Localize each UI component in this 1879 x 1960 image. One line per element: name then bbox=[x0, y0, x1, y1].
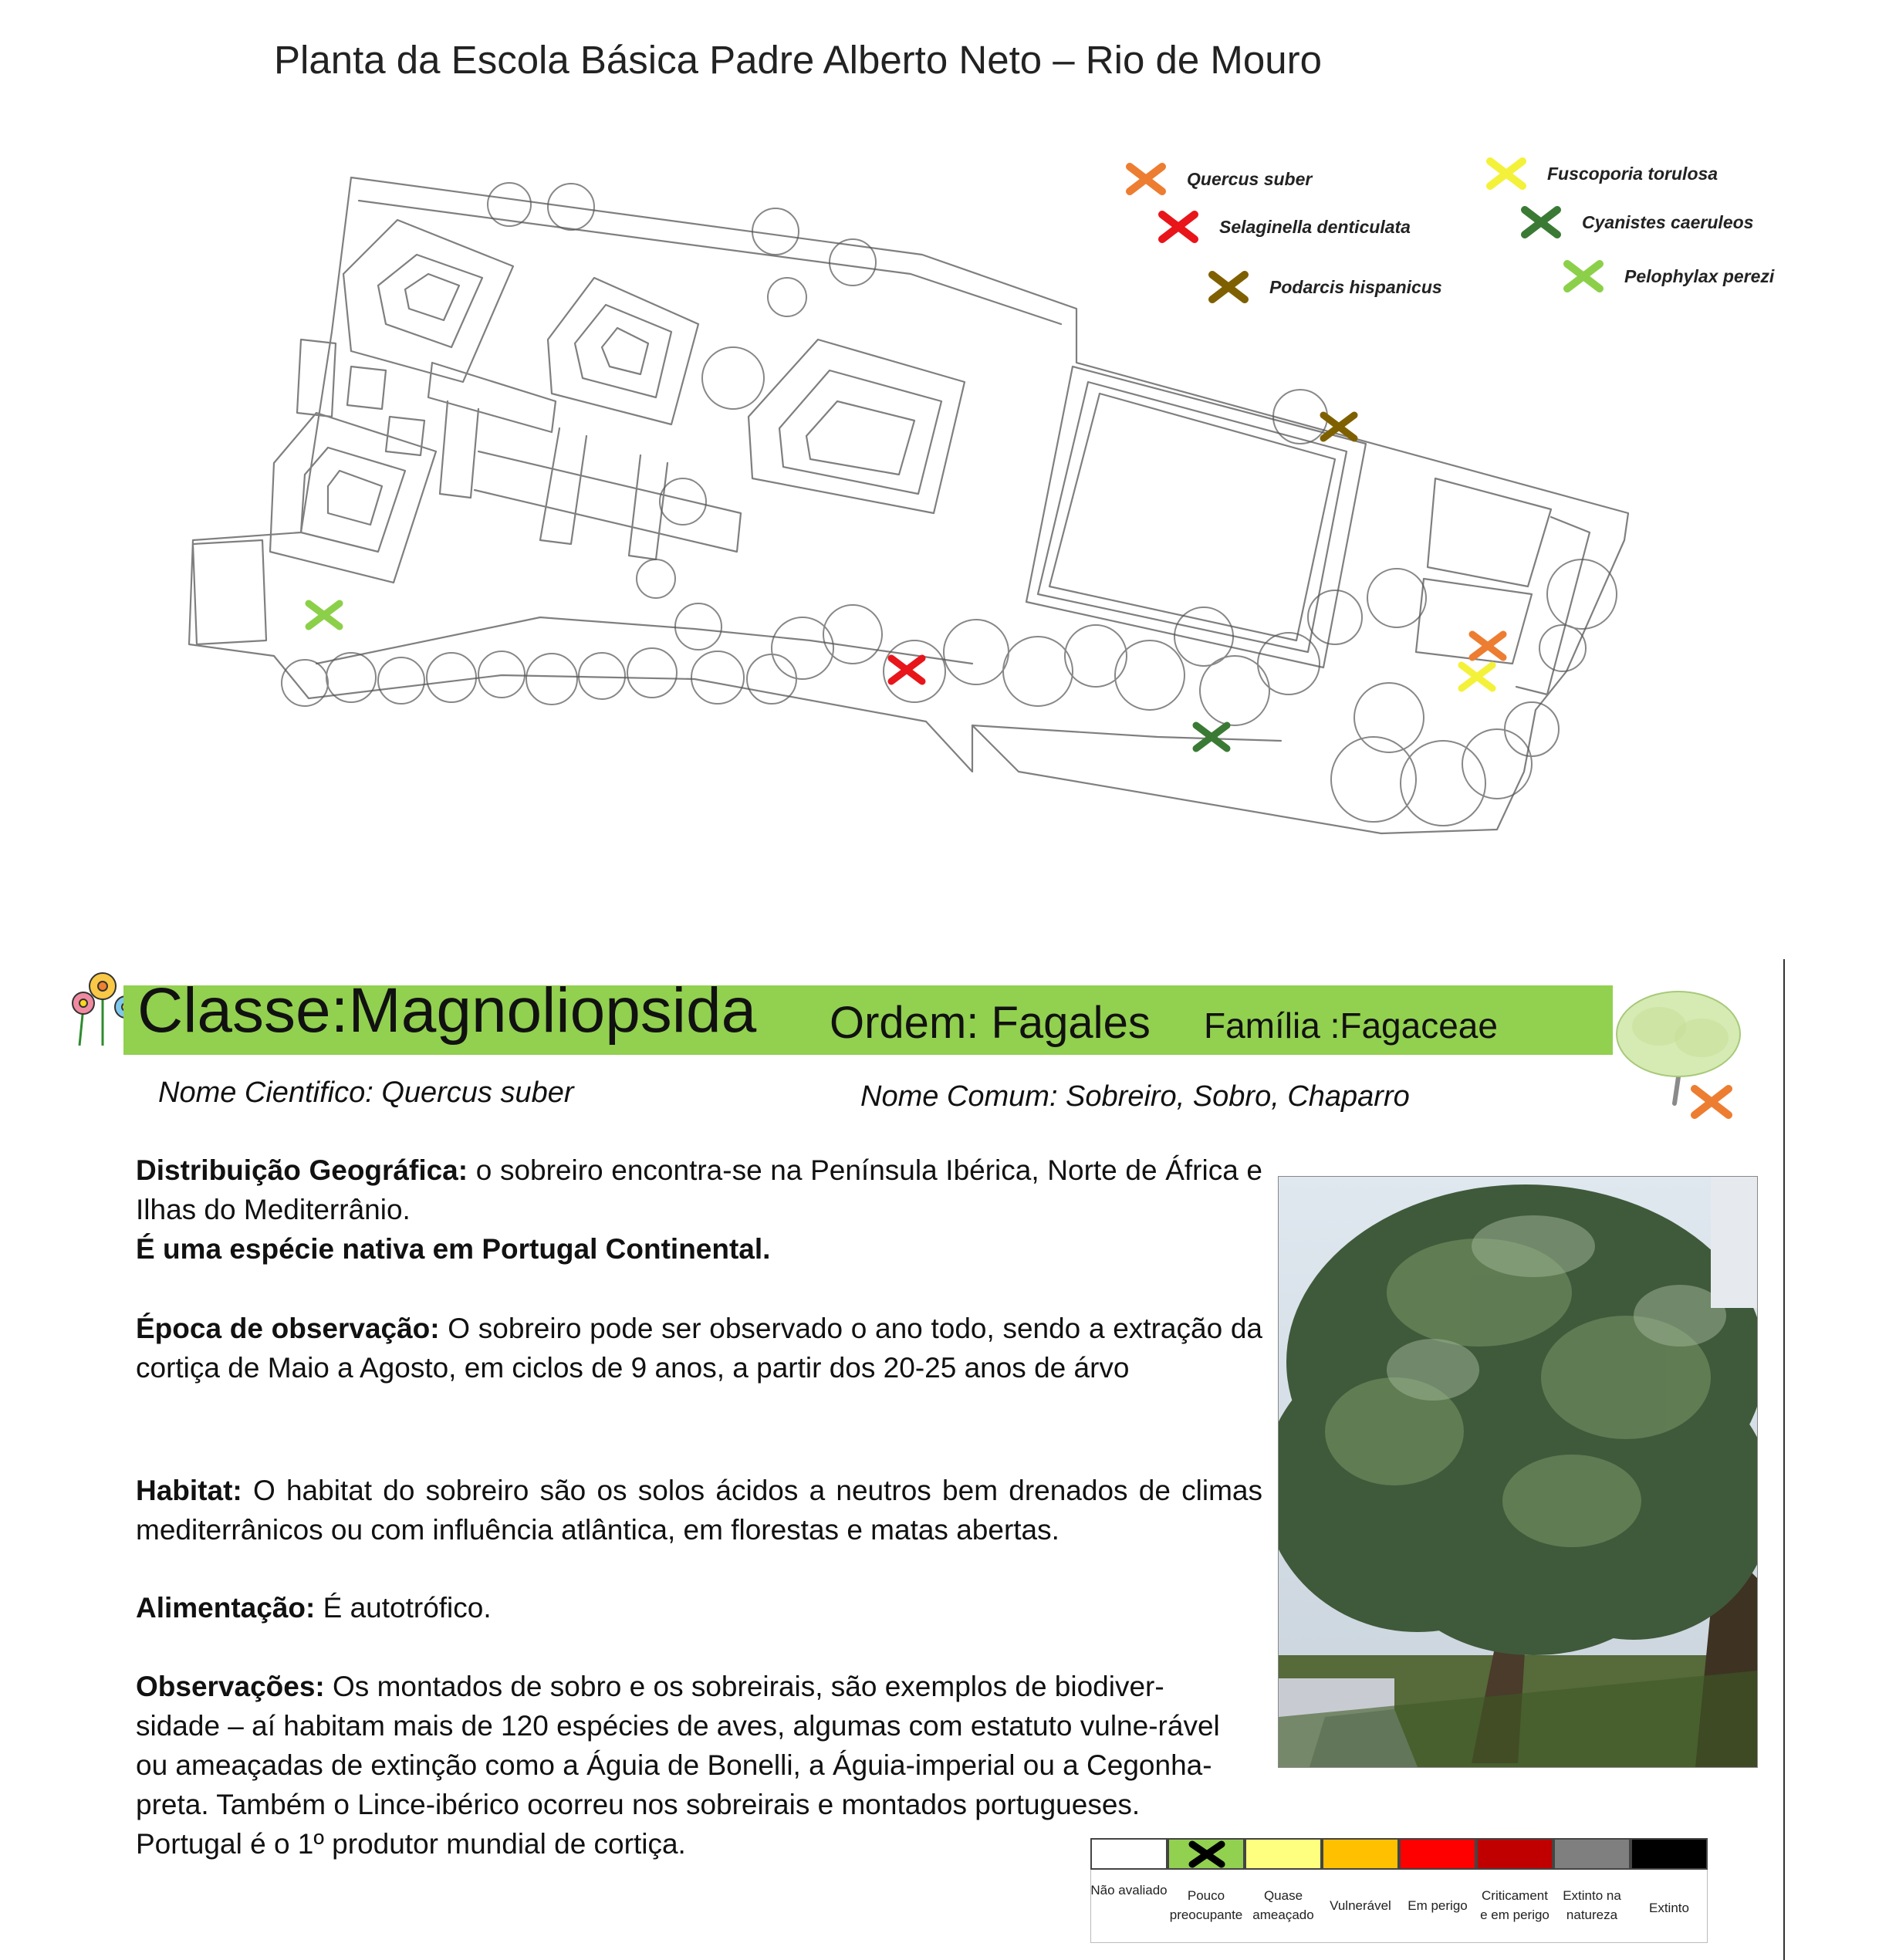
scale-label: Não avaliado bbox=[1090, 1883, 1168, 1897]
distribution-section: Distribuição Geográfica: o sobreiro encontra-se na Península Ibérica, Norte de África e Ilhas do Mediterrânio. É uma espécie nativa em Portugal Continental. bbox=[136, 1154, 1262, 1265]
legend-item: Selaginella denticulata bbox=[1157, 210, 1411, 244]
legend-item: Pelophylax perezi bbox=[1563, 259, 1774, 293]
x-mark-icon bbox=[1125, 162, 1167, 196]
class-label: Classe:Magnoliopsida bbox=[137, 975, 757, 1046]
marker-cyanistes bbox=[1196, 725, 1227, 749]
observations-section: Observações: Os montados de sobro e os sobreirais, são exemplos de biodiver-sidade – aí habitam mais de 120 espécies de aves, algumas com estatuto vulne-rável ou ameaçadas de extinção como a Águia de Bonelli, a Águia-imperial ou a Cegonha-preta. Também o Lince-ibérico ocorreu nos sobreirais e montados portugueses. Portugal é o 1º produtor mundial de cortiça. bbox=[136, 1671, 1220, 1860]
order-label: Ordem: Fagales bbox=[830, 998, 1151, 1048]
family-label: Família :Fagaceae bbox=[1204, 1005, 1498, 1046]
scale-label: Quase ameaçado bbox=[1252, 1888, 1314, 1922]
scale-cell bbox=[1553, 1838, 1631, 1870]
scale-label: Extinto na natureza bbox=[1563, 1888, 1621, 1922]
observation-season-section: Época de observação: O sobreiro pode ser observado o ano todo, sendo a extração da cortiça de Maio a Agosto, em ciclos de 9 anos, a partir dos 20-25 anos de árvo bbox=[136, 1313, 1262, 1384]
marker-podarcis bbox=[1323, 415, 1354, 438]
marker-quercus bbox=[1472, 634, 1503, 657]
scale-label: Criticament e em perigo bbox=[1480, 1888, 1549, 1922]
habitat-section: Habitat: O habitat do sobreiro são os solos ácidos a neutros bem drenados de climas mediterrânicos ou com influência atlântica, em florestas e matas abertas. bbox=[136, 1475, 1262, 1546]
x-mark-icon bbox=[1188, 1840, 1226, 1868]
x-mark-icon bbox=[1690, 1084, 1733, 1120]
x-mark-icon bbox=[1520, 205, 1562, 239]
scale-cell bbox=[1090, 1838, 1168, 1870]
scale-cell bbox=[1322, 1838, 1399, 1870]
x-mark-icon bbox=[1157, 210, 1199, 244]
legend-item: Quercus suber bbox=[1125, 162, 1312, 196]
marker-selaginella bbox=[891, 658, 922, 681]
x-mark-icon bbox=[1208, 270, 1249, 304]
scale-cell bbox=[1476, 1838, 1553, 1870]
food-section: Alimentação: É autotrófico. bbox=[136, 1592, 492, 1624]
common-name: Nome Comum: Sobreiro, Sobro, Chaparro bbox=[860, 1080, 1410, 1113]
map-title: Planta da Escola Básica Padre Alberto Neto – Rio de Mouro bbox=[274, 38, 1322, 82]
scale-label: Extinto bbox=[1649, 1901, 1689, 1915]
x-mark-icon bbox=[1563, 259, 1604, 293]
tree-photo bbox=[1278, 1176, 1758, 1768]
legend-item: Fuscoporia torulosa bbox=[1485, 157, 1718, 191]
divider-line bbox=[1783, 959, 1785, 1960]
scale-cell bbox=[1245, 1838, 1322, 1870]
scale-cell bbox=[1399, 1838, 1476, 1870]
scale-label: Pouco preocupante bbox=[1169, 1888, 1243, 1922]
scale-cell bbox=[1168, 1838, 1245, 1870]
marker-pelophylax bbox=[309, 603, 340, 627]
legend-item: Cyanistes caeruleos bbox=[1520, 205, 1753, 239]
scale-cell bbox=[1631, 1838, 1708, 1870]
marker-fuscoporia bbox=[1462, 665, 1492, 688]
x-mark-icon bbox=[1485, 157, 1527, 191]
scale-label: Vulnerável bbox=[1330, 1898, 1391, 1913]
scale-label: Em perigo bbox=[1408, 1898, 1468, 1913]
legend-item: Podarcis hispanicus bbox=[1208, 270, 1442, 304]
scientific-name: Nome Cientifico: Quercus suber bbox=[158, 1076, 574, 1109]
map-markers bbox=[0, 0, 1879, 949]
